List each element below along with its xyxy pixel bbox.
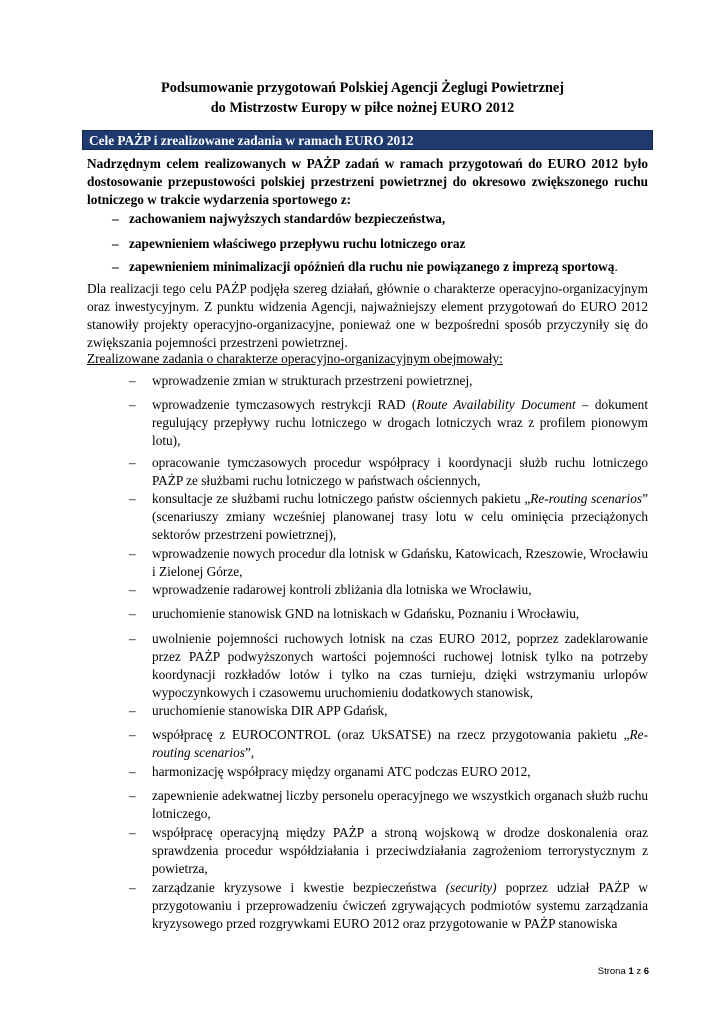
- dash-bullet: –: [129, 788, 136, 803]
- dash-bullet: –: [129, 825, 136, 840]
- dash-bullet: –: [129, 631, 136, 646]
- list-item: [129, 454, 648, 490]
- list-item-text: uruchomienie stanowisk GND na lotniskach w Gdańsku, Poznaniu i Wrocławiu,: [152, 606, 580, 621]
- list-item: [129, 581, 648, 599]
- list-item-text: [152, 726, 648, 762]
- goal-text: zachowaniem najwyższych standardów bezpieczeństwa,: [129, 211, 446, 226]
- footer-label: Strona: [597, 966, 626, 977]
- dash-bullet: –: [129, 546, 136, 561]
- list-item: [129, 630, 648, 702]
- list-item-text: [152, 879, 648, 933]
- dash-bullet: –: [112, 259, 119, 274]
- text-part: ” (scenariuszy zmiany wcześniej planowanej trasy lotu w celu ominięcia przeciążonych sektorów przestrzeni powietrznej),: [152, 491, 648, 542]
- list-item: [129, 879, 648, 933]
- text-italic: (security): [445, 880, 497, 895]
- section-heading: Cele PAŻP i zrealizowane zadania w ramach EURO 2012: [82, 130, 653, 150]
- list-item-text: uwolnienie pojemności ruchowych lotnisk na czas EURO 2012, poprzez zadeklarowanie przez PAŻP podwyższonych wartości pojemności ruchowej lotnisk tylko na potrzeby koordynacji rozkładów lotów i tylko na czas turnieju, dzięki wstrzymaniu urlopów wypoczynkowych i czasowemu uruchomieniu dodatkowych stanowisk,: [152, 631, 648, 700]
- dash-bullet: –: [129, 606, 136, 621]
- list-item-text: wprowadzenie nowych procedur dla lotnisk w Gdańsku, Katowicach, Rzeszowie, Wrocławiu i Zielonej Górze,: [152, 546, 648, 579]
- list-item: [129, 824, 648, 878]
- text-part: wprowadzenie tymczasowych restrykcji RAD (: [152, 397, 417, 412]
- text-italic: Re-routing scenarios: [530, 491, 643, 506]
- text-part: współpracę z EUROCONTROL (oraz UkSATSE) na rzecz przygotowania pakietu „: [152, 727, 630, 742]
- body-paragraph: Dla realizacji tego celu PAŻP podjęła szereg działań, głównie o charakterze operacyjno-organizacyjnym oraz inwestycyjnym. Z punktu widzenia Agencji, najważniejszy element przygotowań do EURO 2012 stanowiły projekty operacyjno-organizacyjne, ponieważ one w bezpośredni sposób przyczyniły się do zwiększania pojemności przestrzeni powietrznej.: [87, 281, 648, 350]
- tasks-heading: Zrealizowane zadania o charakterze operacyjno-organizacyjnym obejmowały:: [87, 351, 503, 366]
- text-part: – dokument regulujący przepływy ruchu lotniczego w drogach lotniczych wraz z profilem pionowym lotu),: [152, 397, 649, 448]
- goal-text-main: zapewnieniem minimalizacji opóźnień dla ruchu nie powiązanego z imprezą sportową: [129, 259, 615, 274]
- list-item: [129, 605, 648, 623]
- intro-paragraph: Nadrzędnym celem realizowanych w PAŻP zadań w ramach przygotowań do EURO 2012 było dostosowanie przepustowości polskiej przestrzeni powietrznej do okresowo zwiększonego ruchu lotniczego w trakcie wydarzenia sportowego z:: [87, 156, 648, 207]
- footer-of: z: [636, 966, 642, 977]
- list-item: [129, 372, 648, 390]
- list-item-text: [152, 490, 648, 544]
- list-item: [129, 545, 648, 581]
- list-item: [129, 490, 648, 544]
- list-item: [129, 396, 648, 450]
- list-item: [129, 787, 648, 823]
- goal-text: [129, 258, 618, 276]
- text-italic: Route Availability Document: [416, 397, 576, 412]
- dash-bullet: –: [112, 236, 119, 251]
- dash-bullet: –: [129, 703, 136, 718]
- dash-bullet: –: [129, 455, 136, 470]
- text-part: konsultacje ze służbami ruchu lotniczego państw ościennych pakietu „: [152, 491, 531, 506]
- document-title-line-1: Podsumowanie przygotowań Polskiej Agencji Żeglugi Powietrznej: [160, 80, 565, 96]
- dash-bullet: –: [129, 397, 136, 412]
- dash-bullet: –: [129, 373, 136, 388]
- footer-page-number: 1: [628, 966, 634, 977]
- dash-bullet: –: [129, 491, 136, 506]
- goal-text-end: .: [614, 259, 618, 274]
- text-part: ”,: [244, 745, 255, 760]
- footer-page-total: 6: [643, 966, 649, 977]
- dash-bullet: –: [129, 764, 136, 779]
- text-part: zarządzanie kryzysowe i kwestie bezpieczeństwa: [152, 880, 446, 895]
- list-item-text: zapewnienie adekwatnej liczby personelu operacyjnego we wszystkich organach służb ruchu lotniczego,: [152, 788, 648, 821]
- list-item: [129, 726, 648, 762]
- text-italic: Re-routing scenarios: [152, 727, 648, 760]
- list-item-text: współpracę operacyjną między PAŻP a stroną wojskową w drodze doskonalenia oraz sprawdzenia procedur współdziałania i przeciwdziałania zagrożeniom terrorystycznym z powietrza,: [152, 825, 648, 876]
- dash-bullet: –: [112, 211, 119, 226]
- list-item: [129, 702, 648, 720]
- list-item-text: uruchomienie stanowiska DIR APP Gdańsk,: [152, 703, 388, 718]
- dash-bullet: –: [129, 880, 136, 895]
- list-item-text: [152, 396, 648, 450]
- page-footer: [598, 966, 649, 977]
- list-item: [129, 763, 648, 781]
- list-item-text: wprowadzenie radarowej kontroli zbliżania dla lotniska we Wrocławiu,: [152, 582, 532, 597]
- list-item-text: wprowadzenie zmian w strukturach przestrzeni powietrznej,: [152, 373, 473, 388]
- document-title-line-2: do Mistrzostw Europy w piłce nożnej EURO 2012: [210, 100, 515, 116]
- dash-bullet: –: [129, 727, 136, 742]
- dash-bullet: –: [129, 582, 136, 597]
- text-part: poprzez udział PAŻP w przygotowaniu i przeprowadzeniu ćwiczeń zgrywających podmiotów systemu zarządzania kryzysowego przed rozgrywkami EURO 2012 oraz przygotowanie w PAŻP stanowiska: [152, 880, 648, 931]
- list-item-text: opracowanie tymczasowych procedur współpracy i koordynacji służb ruchu lotniczego PAŻP ze służbami ruchu lotniczego w państwach ościennych,: [152, 455, 648, 488]
- list-item-text: harmonizację współpracy między organami ATC podczas EURO 2012,: [152, 764, 531, 779]
- goal-text: zapewnieniem właściwego przepływu ruchu lotniczego oraz: [129, 236, 466, 251]
